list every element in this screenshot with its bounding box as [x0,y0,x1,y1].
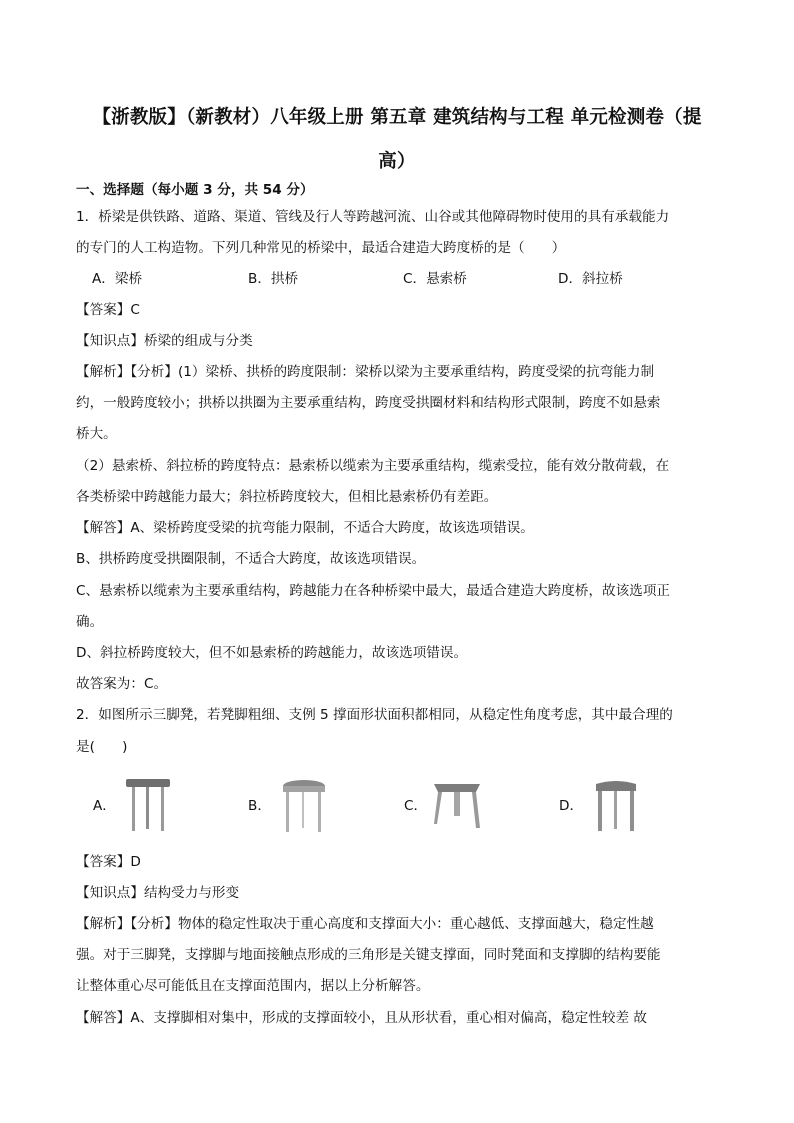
q1-stem-line1: 1．桥梁是供铁路、道路、渠道、管线及行人等跨越河流、山谷或其他障碍物时使用的具有承载能力 [76,209,670,225]
stool-image-a [124,775,174,833]
q1-analysis-line: B、拱桥跨度受拱圈限制，不适合大跨度，故该选项错误。 [76,551,426,567]
q2-knowledge-point: 【知识点】结构受力与形变 [76,885,240,901]
q1-analysis-line: 约，一般跨度较小；拱桥以拱圈为主要承重结构，跨度受拱圈材料和结构形式限制，跨度不如悬索 [76,395,661,411]
q2-option-c: C． [404,798,428,814]
q1-analysis-line: 桥大。 [76,426,117,442]
q1-analysis-line: （2）悬索桥、斜拉桥的跨度特点：悬索桥以缆索为主要承重结构，缆索受拉，能有效分散荷载，在 [76,458,670,474]
q1-option-b: B．拱桥 [248,271,299,287]
q1-option-d: D．斜拉桥 [558,271,623,287]
q1-analysis-line: 确。 [76,614,104,630]
q2-analysis-line: 让整体重心尽可能低且在支撑面范围内，据以上分析解答。 [76,978,430,994]
q2-answer: 【答案】D [76,854,141,870]
q2-stem-line1: 2．如图所示三脚凳，若凳脚粗细、支例 5 撑面形状面积都相同，从稳定性角度考虑，其中最合理的 [76,707,673,723]
q2-analysis-line: 强。对于三脚凳，支撑脚与地面接触点形成的三角形是关键支撑面，同时凳面和支撑脚的结构要能 [76,947,661,963]
q1-knowledge-point: 【知识点】桥梁的组成与分类 [76,333,253,349]
q2-option-a: A． [93,798,116,814]
section-heading: 一、选择题（每小题 3 分，共 54 分） [76,182,314,198]
q2-analysis-line: 【解答】A、支撑脚相对集中，形成的支撑面较小，且从形状看，重心相对偏高，稳定性较差 故 [76,1010,647,1026]
q1-analysis-line: 【解答】A、梁桥跨度受梁的抗弯能力限制，不适合大跨度，故该选项错误。 [76,520,534,536]
q1-answer: 【答案】C [76,302,140,318]
stool-image-b [280,776,328,834]
q1-option-a: A．梁桥 [92,271,143,287]
q1-analysis-line: D、斜拉桥跨度较大，但不如悬索桥的跨越能力，故该选项错误。 [76,645,468,661]
q1-stem-line2: 的专门的人工构造物。下列几种常见的桥梁中，最适合建造大跨度桥的是（ ） [76,240,566,256]
q2-stem-line2: 是( ) [76,739,128,755]
q1-option-c: C．悬索桥 [403,271,467,287]
document-title-line1: 【浙教版】（新教材）八年级上册 第五章 建筑结构与工程 单元检测卷（提 [92,107,702,128]
stool-image-d [593,778,639,834]
q2-option-b: B． [248,798,271,814]
q1-analysis-line: C、悬索桥以缆索为主要承重结构，跨越能力在各种桥梁中最大，最适合建造大跨度桥，故该选项正 [76,583,671,599]
q1-analysis-line: 故答案为：C。 [76,676,168,692]
q1-analysis-line: 各类桥梁中跨越能力最大；斜拉桥跨度较大，但相比悬索桥仍有差距。 [76,489,498,505]
q2-option-d: D． [559,798,584,814]
document-title-line2: 高） [378,151,416,172]
q2-analysis-line: 【解析】【分析】物体的稳定性取决于重心高度和支撑面大小：重心越低、支撑面越大，稳定性越 [76,916,654,932]
stool-image-c [432,780,482,834]
q1-analysis-line: 【解析】【分析】(1）梁桥、拱桥的跨度限制：梁桥以梁为主要承重结构，跨度受梁的抗弯能力制 [76,364,655,380]
